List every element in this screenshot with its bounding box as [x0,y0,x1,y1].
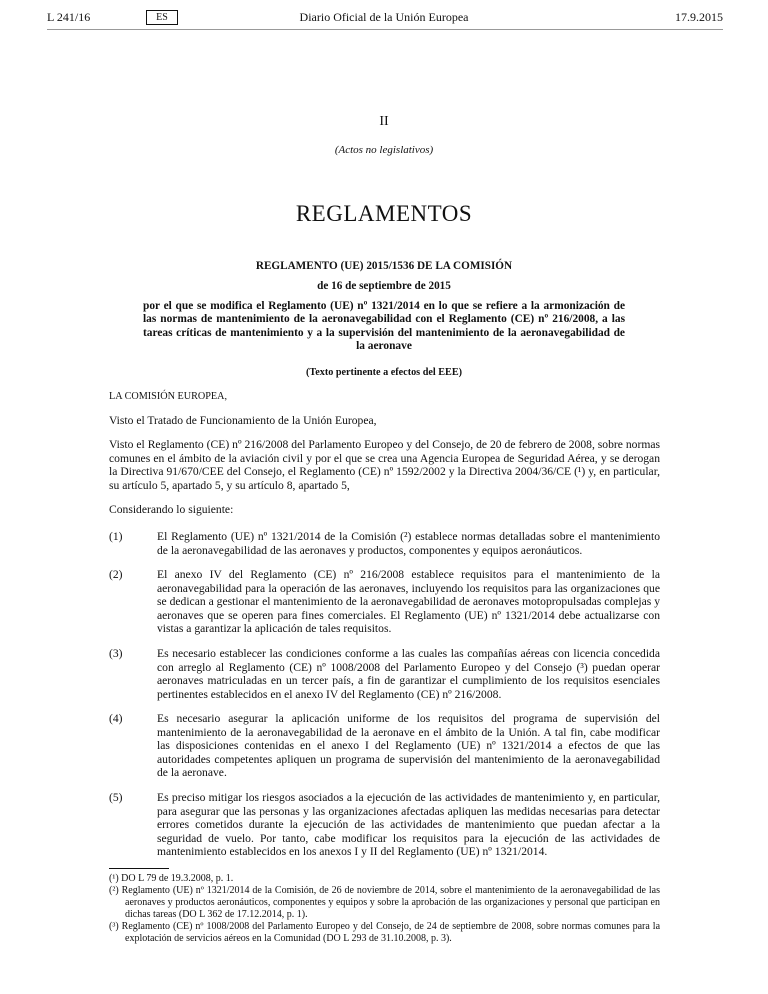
section-number: II [379,114,389,129]
recital-number: (1) [109,530,123,543]
page-reference: L 241/16 [47,10,91,24]
recital-text: Es preciso mitigar los riesgos asociados a la ejecución de las actividades de mantenimiento y, en particular, para asegurar que las personas y las organizaciones afectadas apliquen las medidas necesarias para detectar errores cometidos durante la ejecución de las actividades de mantenimiento que puedan afectar a la seguridad de vuelo. Por tanto, cabe modificar los requisitos para la ejecución de las actividades de mantenimiento establecidos en los anexos I y II del Reglamento (UE) nº 1321/2014. [157,791,660,859]
footnotes [109,873,660,945]
regulation-subtitle: por el que se modifica el Reglamento (UE) nº 1321/2014 en lo que se refiere a la armonización de las normas de mantenimiento de la aeronavegabilidad con el Reglamento (CE) nº 216/2008, a las tareas críticas de mantenimiento y a la supervisión del mantenimiento de la aeronavegabilidad de la aeronave [143,300,625,353]
recital-text: Es necesario asegurar la aplicación uniforme de los requisitos del programa de supervisión del mantenimiento de la aeronavegabilidad de la aeronave en el ámbito de la Unión. A tal fin, cabe modificar las disposiciones contenidas en el anexo I del Reglamento (UE) nº 1321/2014 a efectos de que las autoridades competentes apliquen un programa de supervisión del mantenimiento de la aeronavegabilidad de la aeronave. [157,712,660,780]
recital-text: Es necesario establecer las condiciones conforme a las cuales las compañías aéreas con licencia concedida con arreglo al Reglamento (CE) nº 1008/2008 del Parlamento Europeo y del Consejo (³) puedan operar aeronaves matriculadas en un tercer país, a fin de garantizar el cumplimiento de los requisitos esenciales pertinentes establecidos en el anexo IV del Reglamento (CE) nº 216/2008. [157,647,660,701]
visto-tratado: Visto el Tratado de Funcionamiento de la Unión Europea, [109,414,377,427]
footnote-divider [109,868,169,869]
recital-text: El anexo IV del Reglamento (CE) nº 216/2008 establece requisitos para el mantenimiento de la aeronavegabilidad para la operación de las aeronaves, incluyendo los requisitos para las organizaciones que se dedican a gestionar el mantenimiento de la aeronavegabilidad de aeronaves motopropulsadas complejas y aeronaves que se operen para fines comerciales. El Reglamento (UE) nº 1321/2014 debe actualizarse con vistas a garantizar la aplicación de tales requisitos. [157,568,660,636]
eee-note: (Texto pertinente a efectos del EEE) [305,367,463,378]
recital [109,530,660,557]
recital [109,568,660,636]
footnote: (¹) DO L 79 de 19.3.2008, p. 1. [109,873,234,884]
language-badge: ES [146,10,178,25]
recital-number: (2) [109,568,123,581]
recital-text: El Reglamento (UE) nº 1321/2014 de la Comisión (²) establece normas detalladas sobre el mantenimiento de la aeronavegabilidad de las aeronaves y productos, componentes y equipos aeronáuticos. [157,530,660,557]
recital [109,647,660,701]
header-rule [47,29,723,30]
recital-number: (5) [109,791,123,804]
footnote: (³) Reglamento (CE) nº 1008/2008 del Parlamento Europeo y del Consejo, de 24 de septiembre de 2008, sobre normas comunes para la explotación de servicios aéreos en la Comunidad (DO L 293 de 31.10.2008, p. 3). [109,921,661,944]
recital [109,712,660,780]
journal-title: Diario Oficial de la Unión Europea [299,10,469,24]
recital-number: (4) [109,712,123,725]
regulation-title: REGLAMENTO (UE) 2015/1536 DE LA COMISIÓN [255,260,513,272]
publication-date: 17.9.2015 [675,10,723,24]
footnote: (²) Reglamento (UE) nº 1321/2014 de la Comisión, de 26 de noviembre de 2014, sobre el mantenimiento de la aeronavegabilidad de las aeronaves y productos aeronáuticos, componentes y equipos y sobre la aprobación de las organizaciones y personal que participan en dichas tareas (DO L 362 de 17.12.2014, p. 1). [109,885,661,920]
recital-number: (3) [109,647,123,660]
recital [109,791,660,859]
visto-reglamento: Visto el Reglamento (CE) nº 216/2008 del Parlamento Europeo y del Consejo, de 20 de febrero de 2008, sobre normas comunes en el ámbito de la aviación civil y por el que se crea una Agencia Europea de Seguridad Aérea, y se derogan la Directiva 91/670/CEE del Consejo, el Reglamento (CE) nº 1592/2002 y la Directiva 2004/36/CE (¹) y, en particular, su artículo 5, apartado 5, y su artículo 8, apartado 5, [109,438,660,492]
author: LA COMISIÓN EUROPEA, [109,391,228,402]
regulation-date: de 16 de septiembre de 2015 [317,280,451,292]
heading: REGLAMENTOS [295,201,473,226]
section-subtitle: (Actos no legislativos) [334,144,434,156]
considerando: Considerando lo siguiente: [109,503,234,516]
